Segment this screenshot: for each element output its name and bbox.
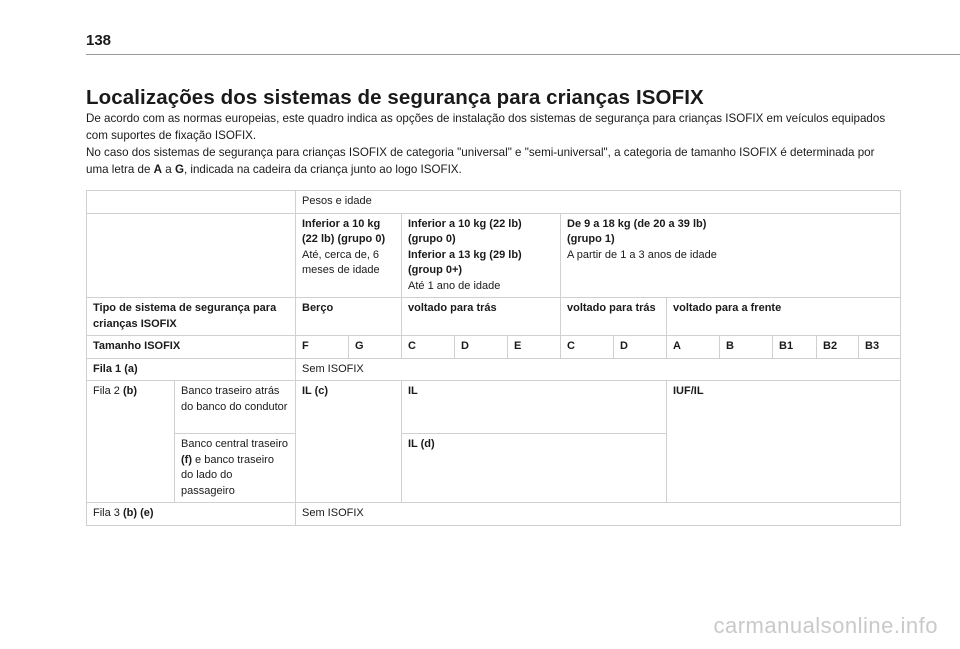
isofix-size: D (455, 336, 508, 359)
row-3-note: (b) (e) (122, 507, 154, 519)
letter-g: G (174, 163, 184, 176)
row-2-seat-center-passenger (175, 434, 296, 503)
group-0plus-title-1: Inferior a 10 kg (22 lb) (grupo 0) (408, 217, 522, 245)
table-row (87, 298, 901, 336)
empty-cell (87, 213, 296, 298)
system-type-rear-facing-2: voltado para trás (561, 298, 667, 336)
group-0-cell (296, 213, 402, 298)
isofix-size: B2 (817, 336, 859, 359)
system-type-rear-facing: voltado para trás (402, 298, 561, 336)
isofix-table (86, 190, 901, 526)
isofix-size: B (720, 336, 773, 359)
row-1-label (87, 358, 296, 381)
intro-paragraph-2 (86, 144, 896, 178)
intro-text-fragment: , indicada na cadeira da criança junto ao logo ISOFIX. (183, 163, 462, 176)
isofix-size-label: Tamanho ISOFIX (87, 336, 296, 359)
row-2-il-c: IL (c) (296, 381, 402, 503)
system-type-forward-facing: voltado para a frente (667, 298, 901, 336)
intro-text-fragment: No caso dos sistemas de segurança para crianças ISOFIX de categoria "universal" e "semi-universal", a categoria de tamanho ISOFIX é determinada por uma letra de (86, 146, 875, 176)
isofix-size: F (296, 336, 349, 359)
seat-note-f: (f) (181, 453, 192, 466)
table-row (87, 213, 901, 298)
row-1-label-text: Fila 1 (93, 362, 125, 375)
row-1-note: (a) (124, 362, 138, 375)
isofix-size: C (402, 336, 455, 359)
row-3-value: Sem ISOFIX (296, 503, 901, 526)
table-row (87, 191, 901, 214)
page-number: 138 (86, 32, 112, 49)
table-row (87, 336, 901, 359)
group-0-title: Inferior a 10 kg (22 lb) (grupo 0) (302, 217, 386, 245)
group-1-title-1: De 9 a 18 kg (de 20 a 39 lb) (567, 217, 707, 230)
page-title: Localizações dos sistemas de segurança para crianças ISOFIX (86, 86, 704, 109)
seat-text: Banco central traseiro (181, 438, 288, 450)
row-1-value: Sem ISOFIX (296, 358, 901, 381)
isofix-size: D (614, 336, 667, 359)
weights-header: Pesos e idade (296, 191, 901, 214)
row-2-seat-driver-side: Banco traseiro atrás do banco do condutor (175, 381, 296, 434)
row-3-label-text: Fila 3 (93, 507, 123, 519)
isofix-size: A (667, 336, 720, 359)
group-0plus-age: Até 1 ano de idade (408, 279, 501, 292)
row-2-note: (b) (122, 385, 138, 397)
group-1-age: A partir de 1 a 3 anos de idade (567, 248, 717, 261)
row-2-label (87, 381, 175, 503)
row-2-il: IL (402, 381, 667, 434)
isofix-size: B3 (859, 336, 901, 359)
group-0plus-cell (402, 213, 561, 298)
intro-text-fragment: a (162, 163, 175, 176)
row-3-label (87, 503, 296, 526)
group-1-cell (561, 213, 901, 298)
row-2-iuf-il: IUF/IL (667, 381, 901, 503)
group-0plus-title-2: Inferior a 13 kg (29 lb) (group 0+) (408, 248, 522, 276)
system-type-berco: Berço (296, 298, 402, 336)
table-row (87, 503, 901, 526)
row-2-il-d: IL (d) (402, 434, 667, 503)
isofix-size: G (349, 336, 402, 359)
table-row (87, 381, 901, 434)
isofix-size: E (508, 336, 561, 359)
header-rule (86, 54, 960, 55)
intro-paragraph-1: De acordo com as normas europeias, este quadro indica as opções de instalação dos sistemas de segurança para crianças ISOFIX em veículos equipados com suportes de fixação ISOFIX. (86, 112, 886, 142)
letter-a: A (153, 163, 163, 176)
isofix-size: C (561, 336, 614, 359)
table-row (87, 358, 901, 381)
group-0-age: Até, cerca de, 6 meses de idade (302, 248, 380, 276)
empty-cell (87, 191, 296, 214)
group-1-title-2: (grupo 1) (567, 233, 615, 245)
intro-text (86, 110, 896, 178)
watermark: carmanualsonline.info (713, 613, 938, 638)
isofix-size: B1 (773, 336, 817, 359)
system-type-label: Tipo de sistema de segurança para crianças ISOFIX (87, 298, 296, 336)
row-2-label-text: Fila 2 (93, 385, 123, 397)
seat-text: e banco traseiro do lado do passageiro (181, 453, 274, 497)
